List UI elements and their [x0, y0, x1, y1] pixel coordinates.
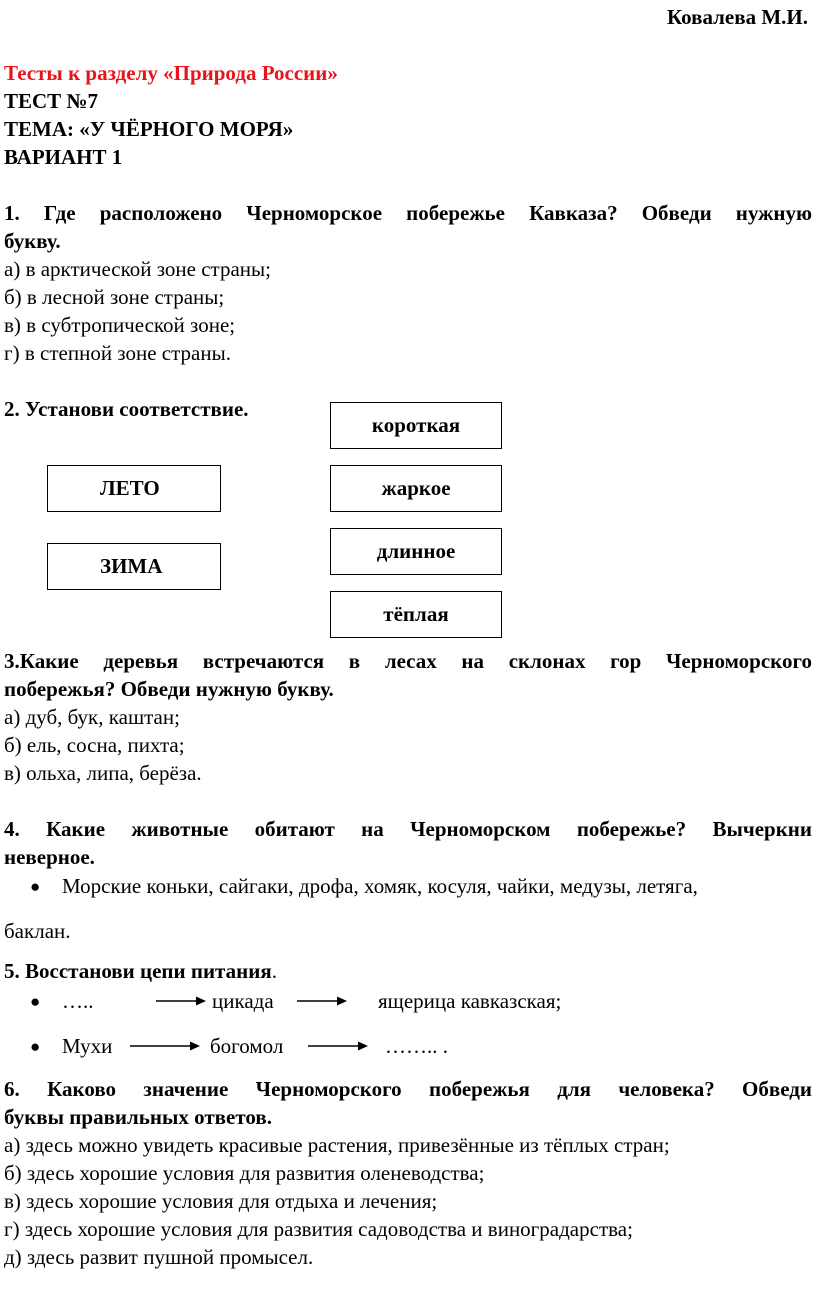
question-6-option-e: д) здесь развит пушной промысел. — [4, 1245, 314, 1269]
chain-1-item-2: цикада — [212, 989, 274, 1013]
question-6-option-d: г) здесь хорошие условия для развития садоводства и виноградарства; — [4, 1217, 633, 1241]
question-3-text-cont: побережья? Обведи нужную букву. — [4, 677, 334, 701]
question-6-option-b: б) здесь хорошие условия для развития оленеводства; — [4, 1161, 485, 1185]
arrow-right-icon — [297, 994, 347, 1008]
question-1-text-cont: букву. — [4, 229, 61, 253]
arrow-right-icon — [308, 1039, 368, 1053]
question-3-option-c: в) ольха, липа, берёза. — [4, 761, 202, 785]
test-variant: ВАРИАНТ 1 — [4, 145, 123, 169]
question-5-title-text: 5. Восстанови цепи питания — [4, 959, 272, 983]
match-box-summer: ЛЕТО — [47, 465, 221, 512]
question-1-option-b: б) в лесной зоне страны; — [4, 285, 225, 309]
chain-1-item-1: ….. — [62, 989, 94, 1013]
bullet-icon: ● — [30, 1037, 41, 1056]
question-1-option-a: а) в арктической зоне страны; — [4, 257, 271, 281]
test-topic: ТЕМА: «У ЧЁРНОГО МОРЯ» — [4, 117, 294, 141]
chain-2-item-2: богомол — [210, 1034, 284, 1058]
question-6-option-c: в) здесь хорошие условия для отдыха и лечения; — [4, 1189, 438, 1213]
question-6-text: 6. Каково значение Черноморского побережья для человека? Обведи — [4, 1077, 812, 1101]
test-number: ТЕСТ №7 — [4, 89, 99, 113]
bullet-icon: ● — [30, 992, 41, 1011]
question-5-title-period: . — [271, 959, 277, 983]
match-box-short: короткая — [330, 402, 502, 449]
question-4-text: 4. Какие животные обитают на Черноморском побережье? Вычеркни — [4, 817, 812, 841]
question-2-title: 2. Установи соответствие. — [4, 397, 249, 421]
question-4-animals-list: Морские коньки, сайгаки, дрофа, хомяк, косуля, чайки, медузы, летяга, — [62, 874, 698, 898]
question-4-text-cont: неверное. — [4, 845, 95, 869]
match-box-winter: ЗИМА — [47, 543, 221, 590]
arrow-right-icon — [130, 1039, 200, 1053]
question-1-option-c: в) в субтропической зоне; — [4, 313, 236, 337]
chain-2-item-1: Мухи — [62, 1034, 113, 1058]
question-6-option-a: а) здесь можно увидеть красивые растения, привезённые из тёплых стран; — [4, 1133, 670, 1157]
section-title: Тесты к разделу «Природа России» — [4, 61, 338, 85]
question-3-option-a: а) дуб, бук, каштан; — [4, 705, 180, 729]
question-6-text-cont: буквы правильных ответов. — [4, 1105, 272, 1129]
question-5-title — [4, 958, 277, 985]
author-name: Ковалева М.И. — [666, 5, 808, 29]
question-4-animals-list-cont: баклан. — [4, 919, 71, 943]
chain-1-item-3: ящерица кавказская; — [378, 989, 562, 1013]
match-box-hot: жаркое — [330, 465, 502, 512]
match-box-long: длинное — [330, 528, 502, 575]
arrow-right-icon — [156, 994, 206, 1008]
question-3-text: 3.Какие деревья встречаются в лесах на склонах гор Черноморского — [4, 649, 812, 673]
question-3-option-b: б) ель, сосна, пихта; — [4, 733, 185, 757]
chain-2-item-3: …….. . — [385, 1034, 448, 1058]
question-1-text: 1. Где расположено Черноморское побережье Кавказа? Обведи нужную — [4, 201, 812, 225]
match-box-warm: тёплая — [330, 591, 502, 638]
bullet-icon: ● — [30, 877, 41, 896]
question-1-option-d: г) в степной зоне страны. — [4, 341, 231, 365]
